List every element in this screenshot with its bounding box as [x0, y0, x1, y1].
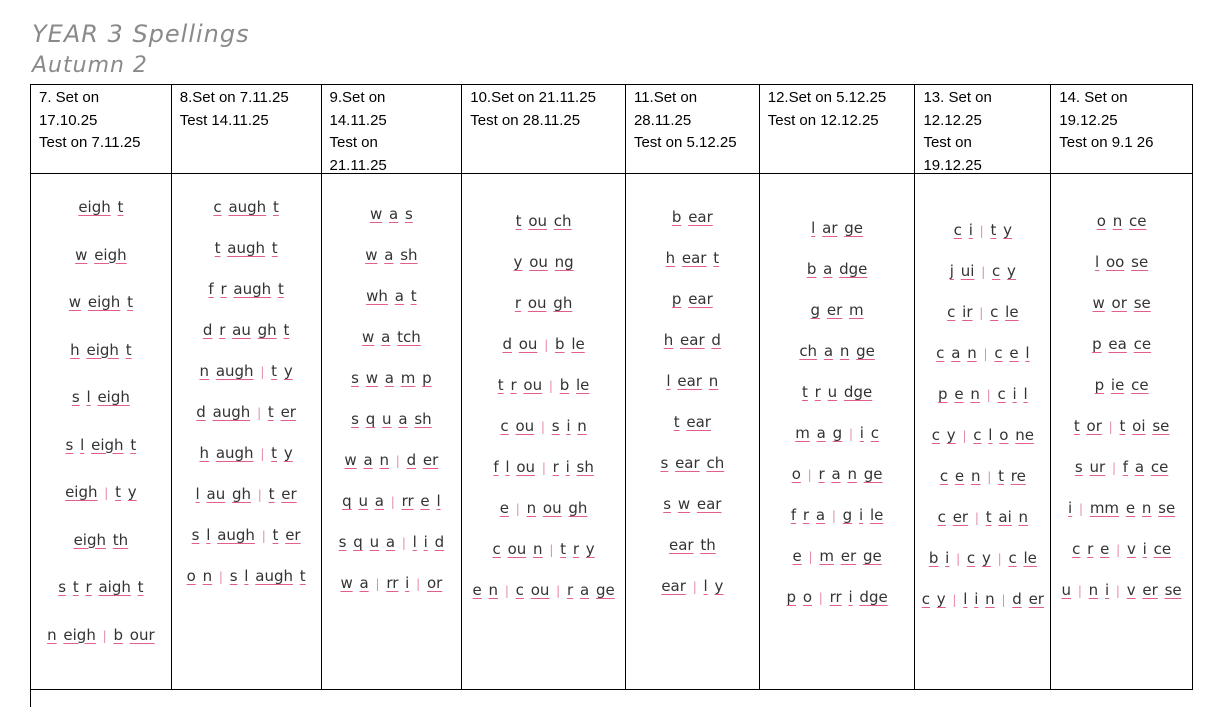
- spelling-word: w a s: [369, 205, 413, 223]
- spelling-word: h augh | t y: [199, 444, 293, 462]
- spelling-word: f r augh t: [208, 280, 284, 298]
- spelling-word: eigh t: [78, 198, 124, 216]
- spelling-word: t augh t: [214, 239, 278, 257]
- spelling-word: w eigh t: [68, 293, 133, 311]
- word-list: [172, 174, 321, 689]
- spelling-word: o n ce: [1096, 212, 1147, 230]
- spelling-word: w a tch: [362, 328, 421, 346]
- spelling-word: h ear t: [665, 249, 720, 267]
- spelling-word: u | n i | v er se: [1061, 581, 1182, 599]
- spelling-word: d ou | b le: [502, 335, 585, 353]
- page-subtitle: Autumn 2: [32, 53, 148, 78]
- column-heading: 11.Set on 28.11.25 Test on 5.12.25: [626, 85, 759, 174]
- spelling-word: c i | t y: [953, 221, 1013, 239]
- spelling-word: n augh | t y: [199, 362, 293, 380]
- spelling-word: ear th: [668, 536, 716, 554]
- spelling-word: s l eigh t: [65, 435, 137, 454]
- spelling-word: d augh | t er: [196, 403, 296, 421]
- spelling-word: t or | t oi se: [1073, 417, 1170, 435]
- spelling-word: s l augh | t er: [191, 526, 301, 544]
- spelling-word: w a n | d er: [344, 451, 439, 469]
- spelling-word: c y | c l o ne: [931, 426, 1034, 444]
- spelling-word: w eigh: [75, 245, 127, 264]
- spelling-word: t ou ch: [515, 212, 572, 230]
- spelling-word: g er m: [810, 301, 864, 319]
- spelling-word: s q u a | l i d: [338, 533, 445, 551]
- spelling-word: y ou ng: [513, 253, 574, 271]
- spelling-word: b a dge: [806, 260, 868, 278]
- week-column-13: [915, 85, 1051, 689]
- spelling-word: s w ear: [663, 495, 722, 513]
- spelling-word: eigh | t y: [65, 483, 137, 501]
- column-heading: 7. Set on 17.10.25 Test on 7.11.25: [31, 85, 171, 174]
- spelling-word: r ou gh: [514, 294, 573, 312]
- column-heading: 10.Set on 21.11.25 Test on 28.11.25: [462, 85, 625, 174]
- spelling-word: j ui | c y: [949, 262, 1016, 280]
- spelling-word: w or se: [1092, 294, 1151, 312]
- week-column-11: [626, 85, 760, 689]
- spelling-word: c ir | c le: [947, 303, 1019, 321]
- spelling-word: f l ou | r i sh: [493, 458, 594, 476]
- column-heading: 14. Set on 19.12.25 Test on 9.1 26: [1051, 85, 1192, 174]
- spelling-word: d r au gh t: [202, 321, 290, 339]
- spelling-word: c ou | s i n: [500, 417, 587, 435]
- spelling-word: b i | c y | c le: [928, 549, 1037, 567]
- word-list: [915, 174, 1050, 689]
- spelling-word: f r a | g i le: [790, 506, 884, 524]
- spelling-word: o n | s l augh t: [186, 567, 306, 585]
- word-list: [462, 174, 625, 689]
- spelling-word: q u a | rr e l: [342, 492, 441, 510]
- spelling-word: l ar ge: [811, 219, 864, 237]
- spelling-word: t ear: [673, 413, 711, 431]
- spelling-word: p o | rr i dge: [786, 588, 888, 606]
- spelling-word: p e n | c i l: [938, 385, 1028, 403]
- column-heading: 9.Set on 14.11.25 Test on 21.11.25: [322, 85, 462, 174]
- column-heading: 13. Set on 12.12.25 Test on 19.12.25: [915, 85, 1050, 174]
- spelling-word: b ear: [671, 208, 713, 226]
- spelling-word: p ie ce: [1094, 376, 1149, 394]
- spelling-word: w a | rr i | or: [340, 574, 443, 592]
- word-list: [322, 174, 462, 689]
- spelling-word: c ou n | t r y: [492, 540, 595, 558]
- spelling-word: ear | l y: [661, 577, 724, 595]
- spelling-word: c y | l i n | d er: [921, 590, 1044, 608]
- page-margin-line: [30, 690, 31, 707]
- week-column-12: [760, 85, 916, 689]
- spellings-table: [30, 84, 1193, 690]
- word-list: [1051, 174, 1192, 689]
- spelling-word: p ea ce: [1092, 335, 1152, 353]
- spelling-word: e | m er ge: [792, 547, 882, 565]
- spelling-word: eigh th: [73, 530, 129, 549]
- spelling-word: t r u dge: [802, 383, 873, 401]
- spelling-word: s ear ch: [660, 454, 725, 472]
- word-list: [760, 174, 915, 689]
- spelling-word: wh a t: [366, 287, 417, 305]
- spelling-word: c a n | c e l: [936, 344, 1030, 362]
- spelling-word: s w a m p: [351, 369, 432, 387]
- spelling-word: n eigh | b our: [47, 625, 155, 644]
- column-heading: 12.Set on 5.12.25 Test on 12.12.25: [760, 85, 915, 174]
- spelling-word: c e n | t re: [939, 467, 1026, 485]
- week-column-7: [31, 85, 172, 689]
- spelling-word: w a sh: [365, 246, 418, 264]
- spelling-word: c augh t: [213, 198, 279, 216]
- spelling-word: e | n ou gh: [499, 499, 588, 517]
- week-column-9: [322, 85, 463, 689]
- spelling-word: m a g | i c: [795, 424, 879, 442]
- spelling-word: ch a n ge: [799, 342, 875, 360]
- spelling-word: c r e | v i ce: [1072, 540, 1172, 558]
- word-list: [626, 174, 759, 689]
- spelling-word: l ear n: [666, 372, 719, 390]
- spelling-word: e n | c ou | r a ge: [472, 581, 615, 599]
- spelling-word: h eigh t: [70, 340, 132, 359]
- spelling-word: i | mm e n se: [1068, 499, 1176, 517]
- spelling-word: c er | t ai n: [937, 508, 1029, 526]
- spelling-word: s t r aigh t: [58, 578, 144, 596]
- column-heading: 8.Set on 7.11.25 Test 14.11.25: [172, 85, 321, 174]
- spelling-word: s q u a sh: [351, 410, 432, 428]
- spelling-word: s ur | f a ce: [1074, 458, 1169, 476]
- spelling-word: s l eigh: [71, 388, 130, 406]
- spelling-word: l au gh | t er: [195, 485, 297, 503]
- word-list: [31, 174, 171, 689]
- spelling-word: l oo se: [1095, 253, 1149, 271]
- week-column-8: [172, 85, 322, 689]
- spelling-word: h ear d: [663, 331, 721, 349]
- week-column-10: [462, 85, 626, 689]
- spelling-word: p ear: [671, 290, 713, 308]
- page-title: YEAR 3 Spellings: [32, 20, 250, 48]
- spelling-word: o | r a n ge: [791, 465, 883, 483]
- week-column-14: [1051, 85, 1192, 689]
- spelling-word: t r ou | b le: [497, 376, 590, 394]
